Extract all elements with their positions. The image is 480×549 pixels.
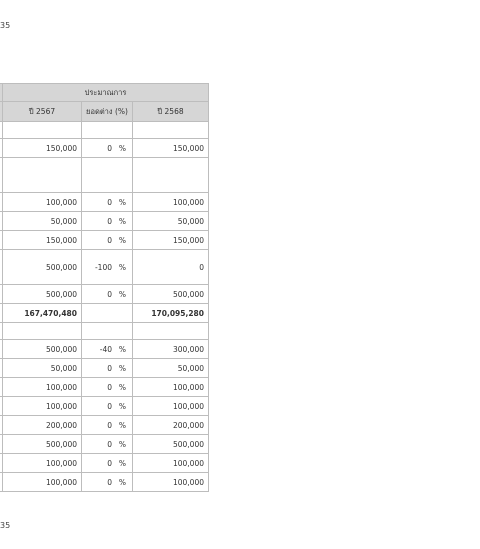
table-row	[0, 193, 209, 212]
cell-diff-percent	[82, 454, 133, 473]
cell-2567: 50,000	[3, 212, 82, 231]
table-row	[0, 122, 209, 139]
cell-2568: 100,000	[133, 193, 209, 212]
table-row	[0, 473, 209, 492]
cell-diff-percent	[82, 416, 133, 435]
cell-2568: 170,095,280	[133, 304, 209, 323]
percent-sign: %	[118, 289, 126, 299]
percent-sign: %	[118, 401, 126, 411]
percent-sign: %	[118, 420, 126, 430]
table-row	[0, 359, 209, 378]
cell-diff-percent	[82, 122, 133, 139]
percent-sign: %	[118, 382, 126, 392]
cell-2567	[3, 158, 82, 193]
diff-value: 0	[107, 143, 112, 153]
cell-2568: 150,000	[133, 231, 209, 250]
cell-2568: 300,000	[133, 340, 209, 359]
percent-sign: %	[118, 235, 126, 245]
cell-2567: 100,000	[3, 378, 82, 397]
percent-sign: %	[118, 363, 126, 373]
cell-2567: 150,000	[3, 139, 82, 158]
table-row	[0, 323, 209, 340]
cell-2568	[133, 323, 209, 340]
cell-diff-percent	[82, 323, 133, 340]
header-col-2567: ปี 2567	[3, 102, 82, 122]
diff-value: 0	[107, 382, 112, 392]
cell-diff-percent	[82, 473, 133, 492]
percent-sign: %	[118, 477, 126, 487]
table-row	[0, 139, 209, 158]
cell-2567: 500,000	[3, 250, 82, 285]
diff-value: -100	[94, 262, 112, 272]
cell-diff-percent	[82, 139, 133, 158]
cell-diff-percent	[82, 250, 133, 285]
percent-sign: %	[118, 458, 126, 468]
cell-2568: 200,000	[133, 416, 209, 435]
cell-diff-percent	[82, 304, 133, 323]
diff-value: -40	[99, 344, 112, 354]
cell-2567: 500,000	[3, 340, 82, 359]
cell-diff-percent	[82, 397, 133, 416]
cell-2568: 0	[133, 250, 209, 285]
cell-2567: 200,000	[3, 416, 82, 435]
cell-diff-percent	[82, 285, 133, 304]
diff-value: 0	[107, 197, 112, 207]
cell-2568: 500,000	[133, 435, 209, 454]
cell-diff-percent	[82, 435, 133, 454]
table-row	[0, 250, 209, 285]
header-col-diff: ยอดต่าง (%)	[82, 102, 133, 122]
cell-2568: 100,000	[133, 454, 209, 473]
cell-2567: 500,000	[3, 435, 82, 454]
percent-sign: %	[118, 216, 126, 226]
cell-2568: 500,000	[133, 285, 209, 304]
header-col-2568: ปี 2568	[133, 102, 209, 122]
diff-value: 0	[107, 289, 112, 299]
table-row	[0, 304, 209, 323]
cell-2568: 50,000	[133, 212, 209, 231]
percent-sign: %	[118, 197, 126, 207]
cell-diff-percent	[82, 231, 133, 250]
cell-2567	[3, 122, 82, 139]
table-row	[0, 158, 209, 193]
cell-2567: 100,000	[3, 193, 82, 212]
diff-value: 0	[107, 401, 112, 411]
diff-value: 0	[107, 216, 112, 226]
cell-2567: 167,470,480	[3, 304, 82, 323]
percent-sign: %	[118, 262, 126, 272]
cell-2567: 50,000	[3, 359, 82, 378]
diff-value: 0	[107, 235, 112, 245]
cell-2567: 100,000	[3, 397, 82, 416]
cell-2568	[133, 158, 209, 193]
cell-diff-percent	[82, 158, 133, 193]
table-row	[0, 397, 209, 416]
percent-sign: %	[118, 143, 126, 153]
diff-value: 0	[107, 363, 112, 373]
cell-2567: 500,000	[3, 285, 82, 304]
cell-2568: 100,000	[133, 378, 209, 397]
cell-2568: 150,000	[133, 139, 209, 158]
table-row	[0, 285, 209, 304]
diff-value: 0	[107, 458, 112, 468]
budget-table	[0, 83, 209, 492]
table-row	[0, 340, 209, 359]
cell-diff-percent	[82, 193, 133, 212]
table-row	[0, 231, 209, 250]
header-estimate-group: ประมาณการ	[3, 84, 209, 102]
table-row	[0, 435, 209, 454]
cell-2567	[3, 323, 82, 340]
page-number-bottom: 35	[0, 521, 11, 530]
cell-2568	[133, 122, 209, 139]
cell-diff-percent	[82, 378, 133, 397]
percent-sign: %	[118, 439, 126, 449]
table-row	[0, 416, 209, 435]
diff-value: 0	[107, 420, 112, 430]
cell-2568: 100,000	[133, 473, 209, 492]
cell-2567: 100,000	[3, 454, 82, 473]
cell-diff-percent	[82, 212, 133, 231]
percent-sign: %	[118, 344, 126, 354]
cell-2567: 150,000	[3, 231, 82, 250]
cell-diff-percent	[82, 340, 133, 359]
cell-2568: 50,000	[133, 359, 209, 378]
cell-2568: 100,000	[133, 397, 209, 416]
table-row	[0, 378, 209, 397]
table-body	[0, 122, 209, 492]
diff-value: 0	[107, 477, 112, 487]
table-row	[0, 212, 209, 231]
table-row	[0, 454, 209, 473]
diff-value: 0	[107, 439, 112, 449]
page-number-top: 35	[0, 21, 11, 30]
cell-diff-percent	[82, 359, 133, 378]
cell-2567: 100,000	[3, 473, 82, 492]
